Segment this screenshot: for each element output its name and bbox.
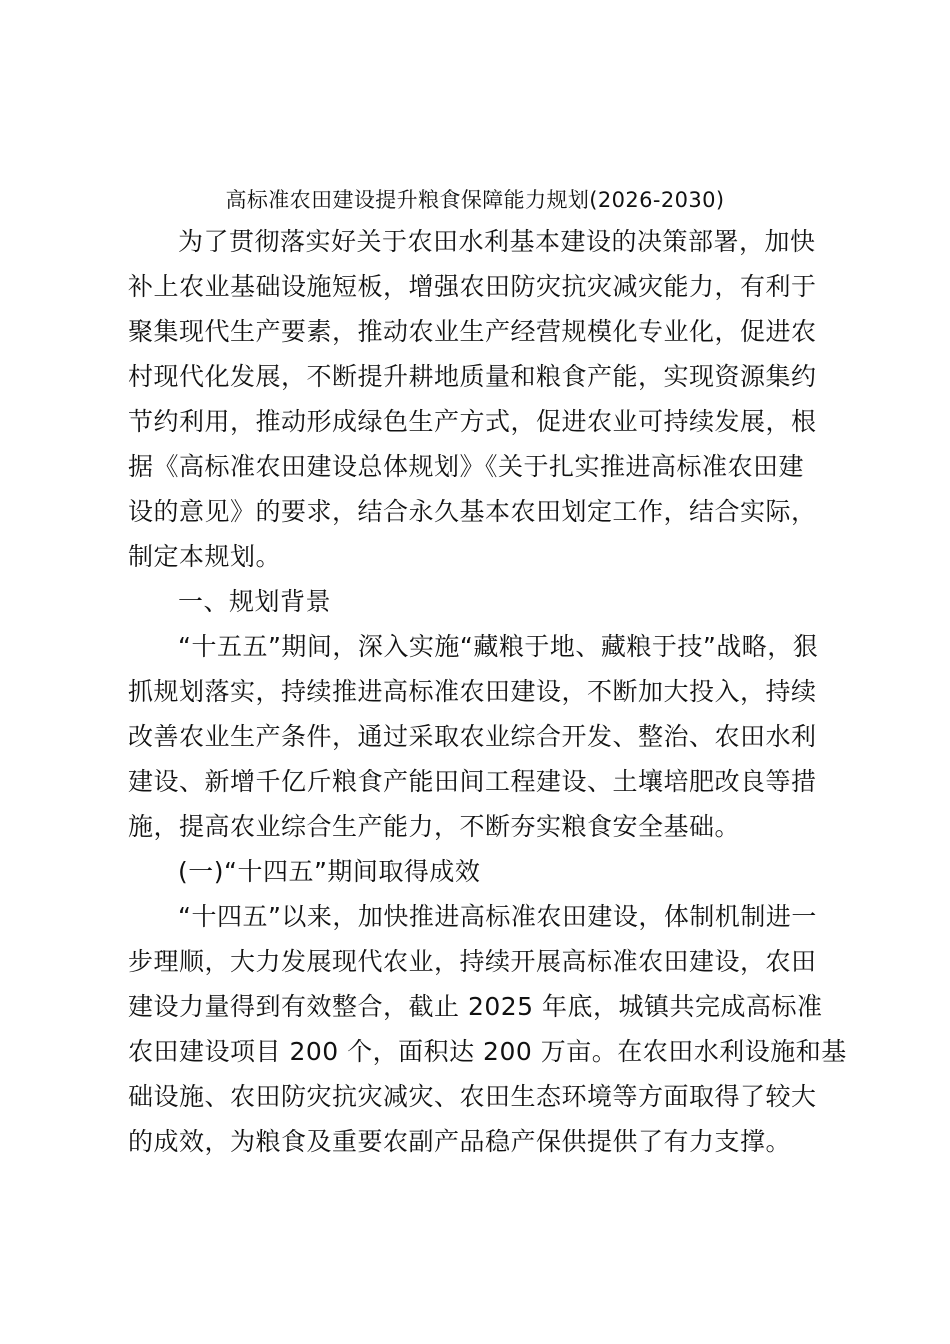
subsection-line-3: 建设力量得到有效整合，截止 2025 年底，城镇共完成高标准 (128, 992, 823, 1021)
subsection-line-4: 农田建设项目 200 个，面积达 200 万亩。在农田水利设施和基 (128, 1037, 847, 1066)
subsection-line-6: 的成效，为粮食及重要农副产品稳产保供提供了有力支撑。 (128, 1127, 792, 1156)
subsection-line-1: “十四五”以来，加快推进高标准农田建设，体制机制进一 (178, 902, 817, 931)
document-title: 高标准农田建设提升粮食保障能力规划(2026-2030) (225, 188, 725, 212)
section-line-2: 抓规划落实，持续推进高标准农田建设，不断加大投入，持续 (128, 677, 817, 706)
intro-line-6: 据《高标准农田建设总体规划》《关于扎实推进高标准农田建 (128, 452, 805, 481)
intro-line-4: 村现代化发展，不断提升耕地质量和粮食产能，实现资源集约 (128, 362, 817, 391)
section-line-4: 建设、新增千亿斤粮食产能田间工程建设、土壤培肥改良等措 (128, 767, 817, 796)
subsection-heading: (一)“十四五”期间取得成效 (178, 857, 481, 886)
intro-line-1: 为了贯彻落实好关于农田水利基本建设的决策部署，加快 (178, 227, 816, 256)
intro-line-2: 补上农业基础设施短板，增强农田防灾抗灾减灾能力，有利于 (128, 272, 817, 301)
intro-line-8: 制定本规划。 (128, 542, 282, 571)
intro-line-7: 设的意见》的要求，结合永久基本农田划定工作，结合实际， (128, 497, 817, 526)
subsection-line-2: 步理顺，大力发展现代农业，持续开展高标准农田建设，农田 (128, 947, 817, 976)
section-heading: 一、规划背景 (178, 587, 332, 616)
intro-line-5: 节约利用，推动形成绿色生产方式，促进农业可持续发展，根 (128, 407, 817, 436)
subsection-line-5: 础设施、农田防灾抗灾减灾、农田生态环境等方面取得了较大 (128, 1082, 817, 1111)
section-line-1: “十五五”期间，深入实施“藏粮于地、藏粮于技”战略，狠 (178, 632, 819, 661)
section-line-5: 施，提高农业综合生产能力，不断夯实粮食安全基础。 (128, 812, 741, 841)
intro-line-3: 聚集现代生产要素，推动农业生产经营规模化专业化，促进农 (128, 317, 817, 346)
section-line-3: 改善农业生产条件，通过采取农业综合开发、整治、农田水利 (128, 722, 817, 751)
